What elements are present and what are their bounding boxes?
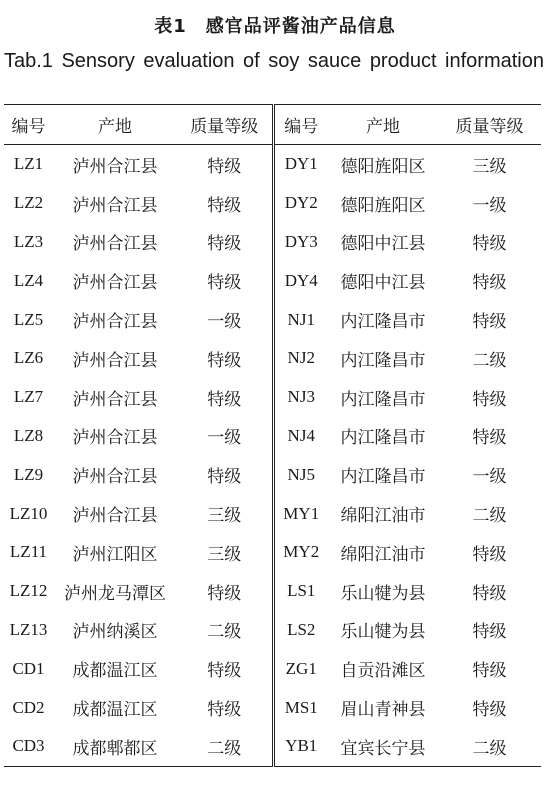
cell-code-left: LZ12: [9, 581, 48, 601]
cell-grade-left: 特级: [207, 467, 242, 488]
table-row: [4, 572, 541, 611]
cell-grade-right: 特级: [472, 544, 507, 565]
cell-grade-right: 特级: [472, 700, 507, 721]
cell-origin-right: 自贡沿滩区: [340, 661, 426, 682]
table-row: [4, 611, 541, 650]
cell-code-right: YB1: [273, 727, 328, 766]
table-row: [4, 494, 541, 533]
table-header-row: [4, 105, 541, 145]
cell-origin-left: 成都郫都区: [72, 738, 158, 759]
cell-code-left: LZ5: [13, 309, 44, 329]
cell-origin-right: 宜宾长宁县: [340, 738, 426, 759]
cell-code-right: MY1: [273, 494, 328, 533]
cell-grade-left: 特级: [207, 389, 242, 410]
cell-code-right: DY4: [273, 261, 328, 300]
cell-grade-right: 特级: [472, 583, 507, 604]
cell-grade-left: 三级: [207, 544, 242, 565]
cell-code-right: MY2: [273, 533, 328, 572]
cell-origin-left: 泸州合江县: [72, 312, 158, 333]
cell-grade-right: 特级: [472, 234, 507, 255]
table-row: [4, 649, 541, 688]
sensory-table: [4, 104, 541, 767]
cell-origin-right: 内江隆昌市: [340, 428, 426, 449]
cell-grade-left: 特级: [207, 700, 242, 721]
table-row: [4, 417, 541, 456]
table-row: [4, 145, 541, 184]
table-caption-en: Tab.1 Sensory evaluation of soy sauce product information: [4, 50, 544, 72]
cell-grade-right: 特级: [472, 622, 507, 643]
cell-grade-right: 二级: [472, 738, 507, 759]
cell-code-left: LZ7: [13, 387, 44, 407]
cell-code-right: NJ4: [273, 417, 328, 456]
cell-grade-right: 一级: [472, 467, 507, 488]
cell-grade-left: 一级: [207, 312, 242, 333]
cell-origin-right: 内江隆昌市: [340, 389, 426, 410]
cell-origin-left: 泸州纳溪区: [72, 622, 158, 643]
cell-code-left: LZ10: [9, 503, 48, 523]
cell-code-left: LZ1: [13, 154, 44, 174]
cell-grade-left: 特级: [207, 273, 242, 294]
cell-code-right: NJ3: [273, 378, 328, 417]
cell-grade-right: 一级: [472, 195, 507, 216]
header-origin-right: 产地: [328, 105, 438, 145]
header-grade-left: 质量等级: [177, 105, 273, 145]
cell-grade-left: 特级: [207, 234, 242, 255]
cell-origin-left: 泸州合江县: [72, 350, 158, 371]
table-row: [4, 727, 541, 766]
cell-grade-left: 一级: [207, 428, 242, 449]
cell-origin-left: 泸州合江县: [72, 428, 158, 449]
cell-origin-right: 内江隆昌市: [340, 350, 426, 371]
cell-grade-left: 二级: [207, 738, 242, 759]
cell-code-right: DY3: [273, 223, 328, 262]
header-grade-right: 质量等级: [438, 105, 541, 145]
cell-origin-right: 德阳旌阳区: [340, 156, 426, 177]
table-row: [4, 261, 541, 300]
cell-grade-left: 特级: [207, 350, 242, 371]
cell-code-right: LS1: [273, 572, 328, 611]
cell-grade-right: 特级: [472, 312, 507, 333]
cell-grade-right: 特级: [472, 389, 507, 410]
cell-grade-left: 三级: [207, 506, 242, 527]
cell-origin-left: 成都温江区: [72, 700, 158, 721]
cell-code-right: ZG1: [273, 649, 328, 688]
cell-code-left: LZ8: [13, 425, 44, 445]
cell-code-left: LZ13: [9, 619, 48, 639]
cell-origin-right: 乐山犍为县: [340, 622, 426, 643]
table-row: [4, 184, 541, 223]
cell-origin-left: 泸州合江县: [72, 389, 158, 410]
cell-origin-right: 德阳旌阳区: [340, 195, 426, 216]
cell-grade-right: 特级: [472, 428, 507, 449]
table-row: [4, 339, 541, 378]
cell-origin-right: 眉山青神县: [340, 700, 426, 721]
cell-grade-left: 特级: [207, 661, 242, 682]
cell-code-left: LZ11: [9, 542, 48, 562]
cell-code-right: LS2: [273, 611, 328, 650]
table-row: [4, 533, 541, 572]
cell-code-left: LZ9: [13, 464, 44, 484]
cell-code-right: NJ1: [273, 300, 328, 339]
cell-code-right: NJ5: [273, 455, 328, 494]
cell-origin-left: 泸州合江县: [72, 195, 158, 216]
cell-origin-right: 绵阳江油市: [340, 506, 426, 527]
cell-code-left: CD3: [12, 736, 45, 756]
cell-code-right: MS1: [273, 688, 328, 727]
cell-origin-right: 绵阳江油市: [340, 544, 426, 565]
cell-origin-right: 德阳中江县: [340, 234, 426, 255]
header-origin-left: 产地: [53, 105, 177, 145]
header-code-left: 编号: [4, 105, 53, 145]
cell-grade-left: 特级: [207, 156, 242, 177]
cell-code-right: DY2: [273, 184, 328, 223]
table-row: [4, 455, 541, 494]
cell-grade-right: 特级: [472, 273, 507, 294]
cell-origin-left: 泸州江阳区: [72, 544, 158, 565]
cell-grade-left: 特级: [207, 195, 242, 216]
table-body: [4, 145, 541, 767]
cell-origin-left: 泸州合江县: [72, 506, 158, 527]
table-row: [4, 378, 541, 417]
cell-code-left: CD1: [12, 658, 45, 678]
cell-origin-right: 乐山犍为县: [340, 583, 426, 604]
cell-origin-left: 成都温江区: [72, 661, 158, 682]
table-row: [4, 688, 541, 727]
cell-code-left: LZ2: [13, 193, 44, 213]
cell-origin-left: 泸州龙马潭区: [64, 583, 166, 604]
cell-origin-right: 内江隆昌市: [340, 467, 426, 488]
cell-code-left: LZ3: [13, 231, 44, 251]
cell-code-left: CD2: [12, 697, 45, 717]
cell-grade-left: 二级: [207, 622, 242, 643]
table-row: [4, 300, 541, 339]
cell-origin-left: 泸州合江县: [72, 273, 158, 294]
cell-code-left: LZ6: [13, 348, 44, 368]
cell-grade-right: 特级: [472, 661, 507, 682]
cell-grade-right: 二级: [472, 350, 507, 371]
header-code-right: 编号: [273, 105, 328, 145]
cell-origin-left: 泸州合江县: [72, 156, 158, 177]
cell-code-right: DY1: [273, 145, 328, 184]
cell-code-left: LZ4: [13, 270, 44, 290]
cell-code-right: NJ2: [273, 339, 328, 378]
table-caption-cn: 表1 感官品评酱油产品信息: [154, 16, 396, 37]
cell-grade-left: 特级: [207, 583, 242, 604]
cell-grade-right: 二级: [472, 506, 507, 527]
cell-grade-right: 三级: [472, 156, 507, 177]
table-row: [4, 223, 541, 262]
cell-origin-left: 泸州合江县: [72, 467, 158, 488]
cell-origin-right: 内江隆昌市: [340, 312, 426, 333]
cell-origin-right: 德阳中江县: [340, 273, 426, 294]
cell-origin-left: 泸州合江县: [72, 234, 158, 255]
